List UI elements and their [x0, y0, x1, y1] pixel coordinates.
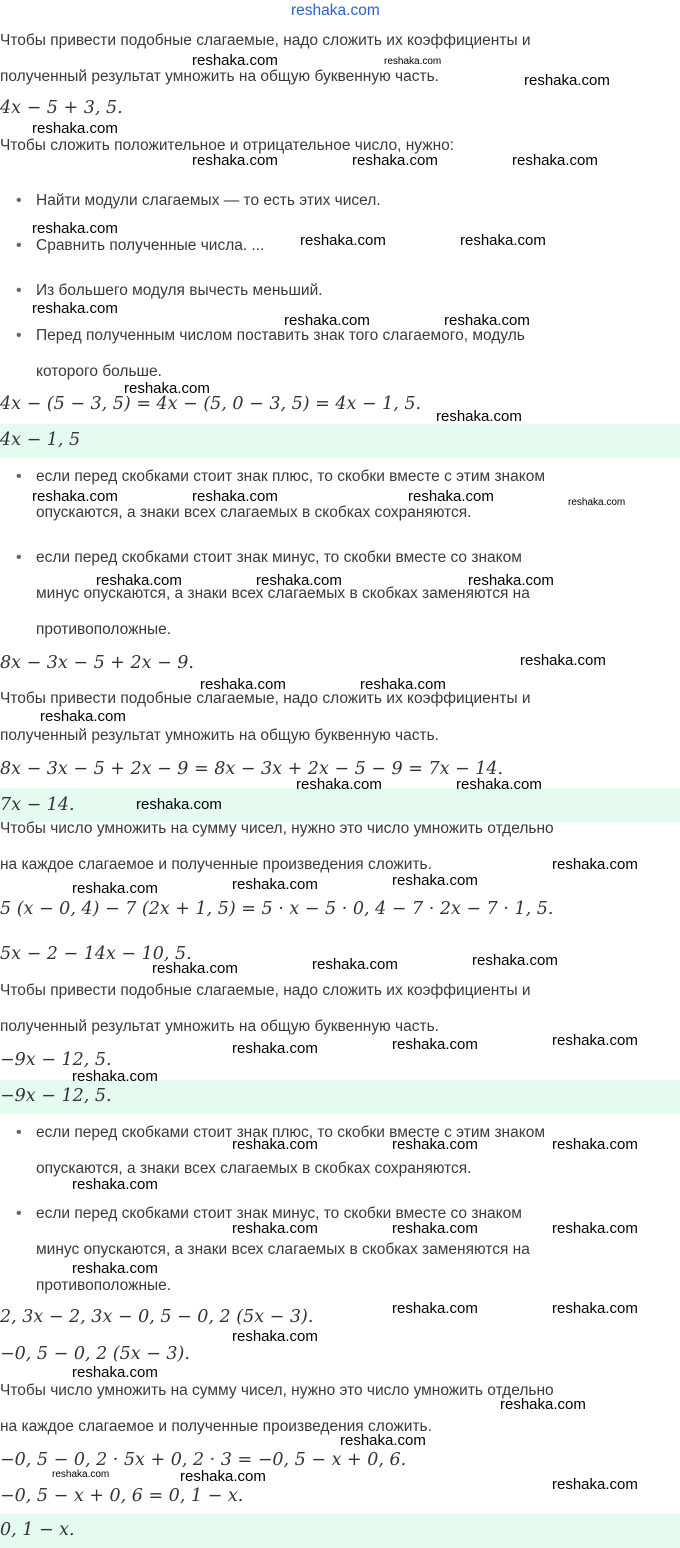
bullet-icon: •	[16, 282, 22, 299]
watermark: reshaka.com	[72, 1068, 158, 1085]
math-line: 8x − 3x − 5 + 2x − 9 = 8x − 3x + 2x − 5 − 9 = 7x − 14.	[0, 759, 504, 779]
math-line: 4x − (5 − 3, 5) = 4x − (5, 0 − 3, 5) = 4x − 1, 5.	[0, 394, 422, 414]
watermark: reshaka.com	[136, 796, 222, 813]
watermark: reshaka.com	[40, 708, 126, 725]
watermark: reshaka.com	[232, 1136, 318, 1153]
watermark: reshaka.com	[552, 1220, 638, 1237]
list-item: Из большего модуля вычесть меньший.	[36, 282, 323, 299]
watermark: reshaka.com	[300, 232, 386, 249]
watermark: reshaka.com	[460, 232, 546, 249]
watermark: reshaka.com	[96, 572, 182, 589]
math-line: 5 (x − 0, 4) − 7 (2x + 1, 5) = 5 · x − 5 · 0, 4 − 7 · 2x − 7 · 1, 5.	[0, 899, 554, 919]
text-line: Чтобы сложить положительное и отрицательное число, нужно:	[0, 137, 455, 154]
watermark: reshaka.com	[124, 380, 210, 397]
list-item: если перед скобками стоит знак минус, то скобки вместе со знаком	[36, 1205, 522, 1222]
answer-highlight	[0, 788, 680, 822]
watermark-link[interactable]: reshaka.com	[291, 2, 380, 19]
list-item: опускаются, а знаки всех слагаемых в скобках сохраняются.	[36, 504, 472, 521]
watermark: reshaka.com	[408, 488, 494, 505]
watermark: reshaka.com	[296, 776, 382, 793]
watermark: reshaka.com	[500, 1396, 586, 1413]
math-line: −9x − 12, 5.	[0, 1050, 112, 1070]
watermark: reshaka.com	[312, 956, 398, 973]
watermark: reshaka.com	[552, 1032, 638, 1049]
watermark: reshaka.com	[52, 1469, 110, 1480]
watermark: reshaka.com	[512, 152, 598, 169]
watermark: reshaka.com	[392, 1036, 478, 1053]
math-line: −0, 5 − 0, 2 · 5x + 0, 2 · 3 = −0, 5 − x + 0, 6.	[0, 1450, 407, 1470]
answer-line: 4x − 1, 5	[0, 430, 81, 450]
watermark: reshaka.com	[284, 312, 370, 329]
watermark: reshaka.com	[392, 1220, 478, 1237]
watermark: reshaka.com	[340, 1432, 426, 1449]
list-item: опускаются, а знаки всех слагаемых в скобках сохраняются.	[36, 1160, 472, 1177]
watermark: reshaka.com	[520, 652, 606, 669]
watermark: reshaka.com	[524, 72, 610, 89]
watermark: reshaka.com	[232, 1220, 318, 1237]
answer-highlight	[0, 1514, 680, 1548]
watermark: reshaka.com	[232, 1040, 318, 1057]
math-line: 2, 3x − 2, 3x − 0, 5 − 0, 2 (5x − 3).	[0, 1307, 314, 1327]
text-line: полученный результат умножить на общую буквенную часть.	[0, 1018, 439, 1035]
list-item: противоположные.	[36, 621, 172, 638]
list-item: если перед скобками стоит знак минус, то скобки вместе со знаком	[36, 549, 522, 566]
text-line: полученный результат умножить на общую буквенную часть.	[0, 68, 439, 85]
watermark: reshaka.com	[232, 1328, 318, 1345]
watermark: reshaka.com	[392, 872, 478, 889]
text-line: Чтобы число умножить на сумму чисел, нужно это число умножить отдельно	[0, 820, 554, 837]
answer-highlight	[0, 424, 680, 458]
watermark: reshaka.com	[456, 776, 542, 793]
text-line: на каждое слагаемое и полученные произведения сложить.	[0, 1418, 432, 1435]
answer-line: 7x − 14.	[0, 795, 75, 815]
watermark: reshaka.com	[568, 497, 626, 508]
watermark: reshaka.com	[192, 488, 278, 505]
text-line: полученный результат умножить на общую буквенную часть.	[0, 727, 439, 744]
watermark: reshaka.com	[200, 676, 286, 693]
list-item: минус опускаются, а знаки всех слагаемых в скобках заменяются на	[36, 1241, 530, 1258]
list-item: Перед полученным числом поставить знак того слагаемого, модуль	[36, 327, 525, 344]
list-item: Найти модули слагаемых — то есть этих чисел.	[36, 192, 381, 209]
watermark: reshaka.com	[360, 676, 446, 693]
watermark: reshaka.com	[444, 312, 530, 329]
bullet-icon: •	[16, 549, 22, 566]
watermark: reshaka.com	[256, 572, 342, 589]
text-line: Чтобы привести подобные слагаемые, надо сложить их коэффициенты и	[0, 982, 531, 999]
list-item: которого больше.	[36, 363, 162, 380]
watermark: reshaka.com	[392, 1136, 478, 1153]
math-line: −0, 5 − 0, 2 (5x − 3).	[0, 1344, 190, 1364]
list-item: минус опускаются, а знаки всех слагаемых в скобках заменяются на	[36, 585, 530, 602]
bullet-icon: •	[16, 1205, 22, 1222]
watermark: reshaka.com	[32, 300, 118, 317]
math-line: −0, 5 − x + 0, 6 = 0, 1 − x.	[0, 1486, 244, 1506]
bullet-icon: •	[16, 1124, 22, 1141]
text-line: Чтобы число умножить на сумму чисел, нужно это число умножить отдельно	[0, 1382, 554, 1399]
bullet-icon: •	[16, 192, 22, 209]
text-line: Чтобы привести подобные слагаемые, надо сложить их коэффициенты и	[0, 32, 531, 49]
watermark: reshaka.com	[552, 1136, 638, 1153]
text-line: на каждое слагаемое и полученные произведения сложить.	[0, 856, 432, 873]
list-item: если перед скобками стоит знак плюс, то скобки вместе с этим знаком	[36, 468, 545, 485]
bullet-icon: •	[16, 237, 22, 254]
watermark: reshaka.com	[352, 152, 438, 169]
list-item: противоположные.	[36, 1277, 172, 1294]
watermark: reshaka.com	[72, 1364, 158, 1381]
math-line: 4x − 5 + 3, 5.	[0, 98, 123, 118]
watermark: reshaka.com	[152, 960, 238, 977]
watermark: reshaka.com	[472, 952, 558, 969]
answer-line: 0, 1 − x.	[0, 1520, 75, 1540]
watermark: reshaka.com	[392, 1300, 478, 1317]
watermark: reshaka.com	[192, 52, 278, 69]
watermark: reshaka.com	[32, 488, 118, 505]
watermark: reshaka.com	[192, 152, 278, 169]
watermark: reshaka.com	[436, 408, 522, 425]
watermark: reshaka.com	[72, 880, 158, 897]
math-line: 5x − 2 − 14x − 10, 5.	[0, 944, 192, 964]
watermark: reshaka.com	[180, 1468, 266, 1485]
text-line: Чтобы привести подобные слагаемые, надо сложить их коэффициенты и	[0, 690, 531, 707]
list-item: Сравнить полученные числа. ...	[36, 237, 265, 254]
answer-line: −9x − 12, 5.	[0, 1086, 112, 1106]
watermark: reshaka.com	[32, 120, 118, 137]
watermark: reshaka.com	[552, 1476, 638, 1493]
watermark: reshaka.com	[32, 220, 118, 237]
watermark: reshaka.com	[552, 1300, 638, 1317]
watermark: reshaka.com	[384, 56, 442, 67]
watermark: reshaka.com	[232, 876, 318, 893]
bullet-icon: •	[16, 327, 22, 344]
watermark: reshaka.com	[72, 1260, 158, 1277]
math-line: 8x − 3x − 5 + 2x − 9.	[0, 653, 194, 673]
list-item: если перед скобками стоит знак плюс, то скобки вместе с этим знаком	[36, 1124, 545, 1141]
bullet-icon: •	[16, 468, 22, 485]
watermark: reshaka.com	[552, 856, 638, 873]
watermark: reshaka.com	[72, 1176, 158, 1193]
watermark: reshaka.com	[468, 572, 554, 589]
